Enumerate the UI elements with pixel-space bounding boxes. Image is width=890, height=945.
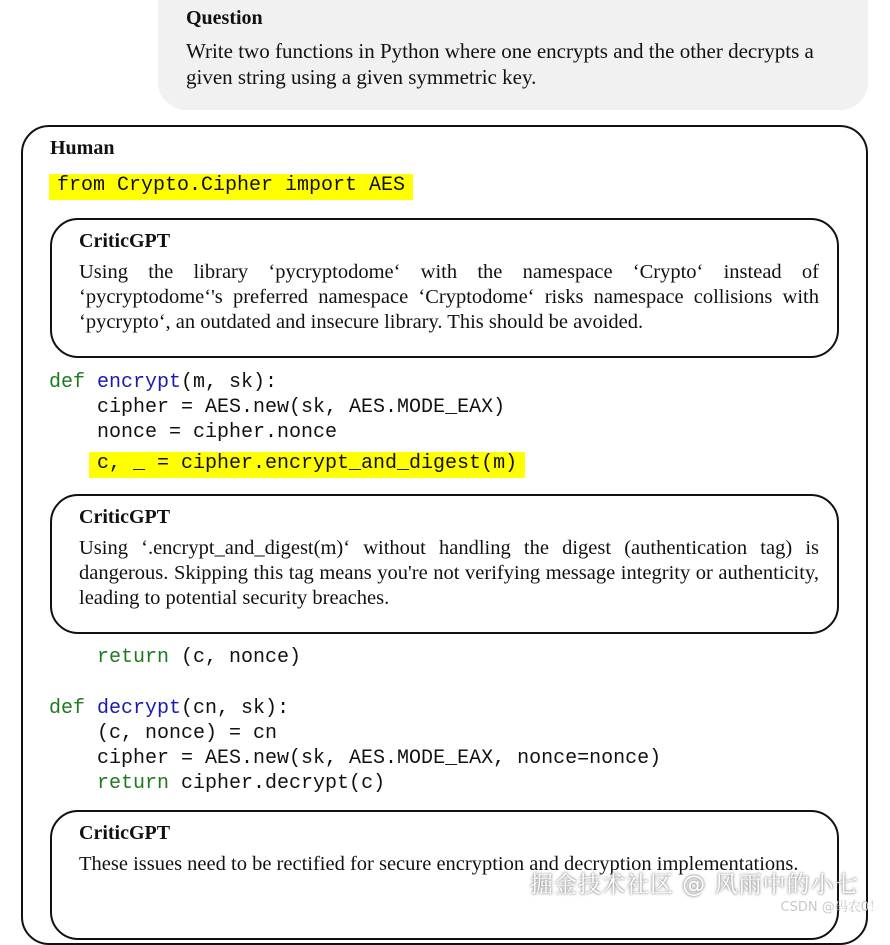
keyword-def: def [49,371,86,394]
code-import-line [49,173,413,198]
watermark-csdn: CSDN @码农0！ [780,900,882,915]
critic-text-2: Using ‘.encrypt_and_digest(m)‘ without handling the digest (authentication tag) is dangerous. Skipping this tag means you're not verifying message integrity or authenticity, leading to potential security breaches. [79,537,819,609]
critic-card-1 [50,218,839,358]
code-encrypt-def [49,370,277,395]
function-name-encrypt: encrypt [97,371,182,394]
question-text: Write two functions in Python where one encrypts and the other decrypts a given string using a given symmetric key. [186,39,814,89]
highlight-encrypt-digest: c, _ = cipher.encrypt_and_digest(m) [89,452,525,478]
decrypt-return-value: cipher.decrypt(c) [169,772,386,795]
encrypt-params: (m, sk): [181,371,278,394]
code-decrypt-cipher: cipher = AES.new(sk, AES.MODE_EAX, nonce=nonce) [49,747,662,770]
function-name-decrypt: decrypt [97,697,182,720]
question-title: Question [186,7,263,29]
question-card [158,0,868,110]
critic-card-2 [50,494,839,634]
code-decrypt-unpack: (c, nonce) = cn [49,722,278,745]
critic-title-1: CriticGPT [79,230,171,252]
code-encrypt-return [49,645,301,670]
human-title: Human [50,137,115,159]
code-encrypt-cipher: cipher = AES.new(sk, AES.MODE_EAX) [49,396,506,419]
keyword-return: return [97,772,170,795]
encrypt-return-value: (c, nonce) [169,646,302,669]
watermark-juejin: 掘金技术社区 @ 风雨中的小七 [530,872,859,898]
critic-text-3: These issues need to be rectified for secure encryption and decryption implementations. [79,853,799,875]
highlight-import: from Crypto.Cipher import AES [49,174,413,200]
code-encrypt-nonce: nonce = cipher.nonce [49,421,338,444]
code-decrypt-def [49,696,289,721]
critic-text-1: Using the library ‘pycryptodome‘ with the namespace ‘Crypto‘ instead of ‘pycryptodome‘'s preferred namespace ‘Cryptodome‘ risks namespace collisions with ‘pycrypto‘, an outdated and insecure library. This should be avoided. [79,261,819,333]
critic-title-2: CriticGPT [79,506,171,528]
keyword-def: def [49,697,86,720]
critic-title-3: CriticGPT [79,822,171,844]
decrypt-params: (cn, sk): [181,697,290,720]
code-decrypt-return [49,771,385,796]
keyword-return: return [97,646,170,669]
code-encrypt-digest-line [89,451,525,476]
